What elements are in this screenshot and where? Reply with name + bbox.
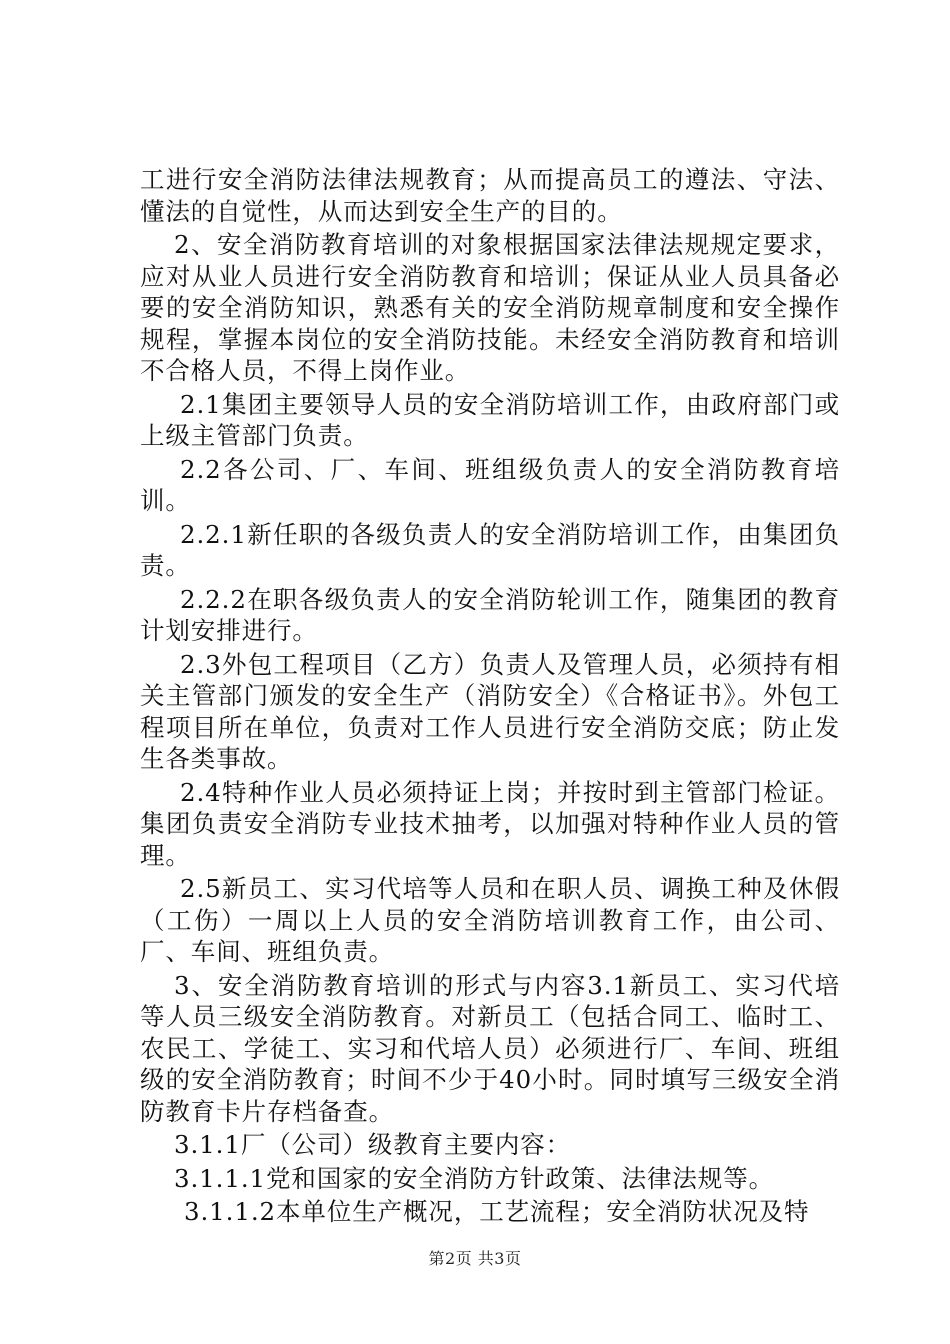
paragraph-3-1-1-2: 3.1.1.2本单位生产概况，工艺流程；安全消防状况及特 — [184, 1197, 810, 1226]
paragraph-2-3: 2.3外包工程项目（乙方）负责人及管理人员，必须持有相关主管部门颁发的安全生产（消防安全）《合格证书》。外包工程项目所在单位，负责对工作人员进行安全消防交底；防止发生各类事故。 — [140, 649, 840, 773]
paragraph-2-5: 2.5新员工、实习代培等人员和在职人员、调换工种及休假（工伤）一周以上人员的安全消防培训教育工作，由公司、厂、车间、班组负责。 — [140, 874, 840, 966]
paragraph-2-2-2: 2.2.2在职各级负责人的安全消防轮训工作，随集团的教育计划安排进行。 — [140, 584, 840, 645]
paragraph-2-2-1: 2.2.1新任职的各级负责人的安全消防培训工作，由集团负责。 — [140, 519, 840, 580]
document-body — [140, 164, 840, 1228]
paragraph-2: 2、安全消防教育培训的对象根据国家法律法规规定要求，应对从业人员进行安全消防教育和培训；保证从业人员具备必要的安全消防知识，熟悉有关的安全消防规章制度和安全操作规程，掌握本岗位的安全消防技能。未经安全消防教育和培训不合格人员，不得上岗作业。 — [140, 230, 840, 385]
paragraph-3-1-1: 3.1.1厂（公司）级教育主要内容： — [174, 1130, 572, 1159]
paragraph-2-4: 2.4特种作业人员必须持证上岗；并按时到主管部门检证。集团负责安全消防专业技术抽考，以加强对特种作业人员的管理。 — [140, 777, 840, 870]
paragraph-3: 3、安全消防教育培训的形式与内容3.1新员工、实习代培等人员三级安全消防教育。对新员工（包括合同工、临时工、农民工、学徒工、实习和代培人员）必须进行厂、车间、班组级的安全消防教育；时间不少于40小时。同时填写三级安全消防教育卡片存档备查。 — [140, 970, 840, 1126]
paragraph-2-1: 2.1集团主要领导人员的安全消防培训工作，由政府部门或上级主管部门负责。 — [140, 389, 840, 450]
paragraph-2-2: 2.2各公司、厂、车间、班组级负责人的安全消防教育培训。 — [140, 454, 840, 515]
paragraph-1: 工进行安全消防法律法规教育；从而提高员工的遵法、守法、懂法的自觉性，从而达到安全生产的目的。 — [140, 165, 840, 226]
paragraph-3-1-1-1: 3.1.1.1党和国家的安全消防方针政策、法律法规等。 — [174, 1163, 775, 1193]
page-number-footer: 第2页 共3页 — [428, 1249, 522, 1268]
